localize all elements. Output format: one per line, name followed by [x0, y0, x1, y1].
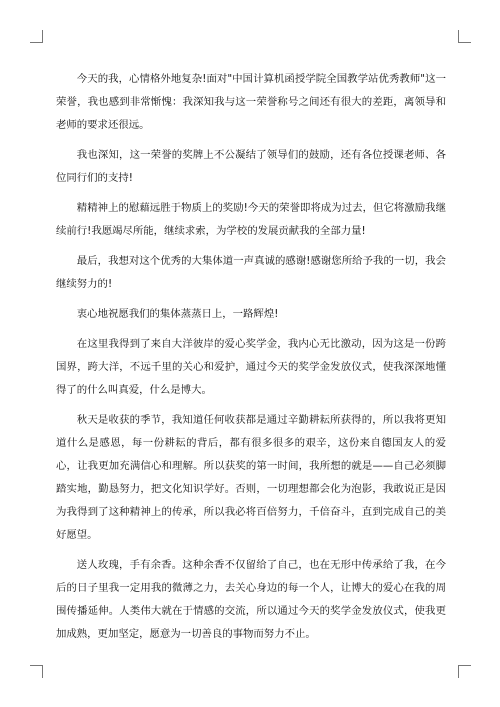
paragraph-8: 送人玫瑰，手有余香。这种余香不仅留给了自己，也在无形中传承给了我，在今后的日子里我一定用我的微薄之力，去关心身边的每一个人，让博大的爱心在我的周围传播延伸。人类伟大就在于情感的交流，所以通过今天的奖学金发放仪式，使我更加成熟，更加坚定，愿意为一切善良的事物而努力不止。: [56, 559, 446, 640]
crop-mark-bottom-left: [30, 665, 43, 678]
paragraph-6: 在这里我得到了来自大洋彼岸的爱心奖学金，我内心无比激动，因为这是一份跨国界，跨大洋，不远千里的关心和爱护，通过今天的奖学金发放仪式，使我深深地懂得了的什么叫真爱，什么是博大。: [56, 338, 446, 396]
paragraph-4: 最后，我想对这个优秀的大集体道一声真诚的感谢!感谢您所给予我的一切，我会继续努力的!: [56, 255, 446, 290]
crop-mark-top-left: [30, 30, 43, 43]
crop-mark-top-right: [458, 30, 471, 43]
paragraph-1: 今天的我，心情格外地复杂!面对"中国计算机函授学院全国教学站优秀教师"这一荣誉，我也感到非常惭愧：我深知我与这一荣誉称号之间还有很大的差距，离领导和老师的要求还很远。: [56, 73, 446, 131]
paragraph-2: 我也深知，这一荣誉的奖牌上不公凝结了领导们的鼓励，还有各位授课老师、各位同行们的支持!: [56, 149, 446, 184]
paragraph-7: 秋天是收获的季节，我知道任何收获都是通过辛勤耕耘所获得的，所以我将更知道什么是感恩，每一份耕耘的背后，都有很多很多的艰辛，这份来自德国友人的爱心，让我更加充满信心和理解。所以获奖的第一时间，我所想的就是——自己必须脚踏实地，勤恳努力，把文化知识学好。否则，一切理想都会化为泡影，我敢说正是因为我得到了这种精神上的传承，所以我必将百倍努力，千倍奋斗，直到完成自己的美好愿望。: [56, 414, 446, 541]
paragraph-5: 衷心地祝愿我们的集体蒸蒸日上，一路辉煌!: [76, 308, 279, 320]
crop-mark-bottom-right: [458, 665, 471, 678]
document-body: [56, 68, 446, 653]
paragraph-3: 精精神上的慰藉远胜于物质上的奖励!今天的荣誉即将成为过去，但它将激励我继续前行!我愿竭尽所能，继续求索，为学校的发展贡献我的全部力量!: [56, 202, 446, 237]
